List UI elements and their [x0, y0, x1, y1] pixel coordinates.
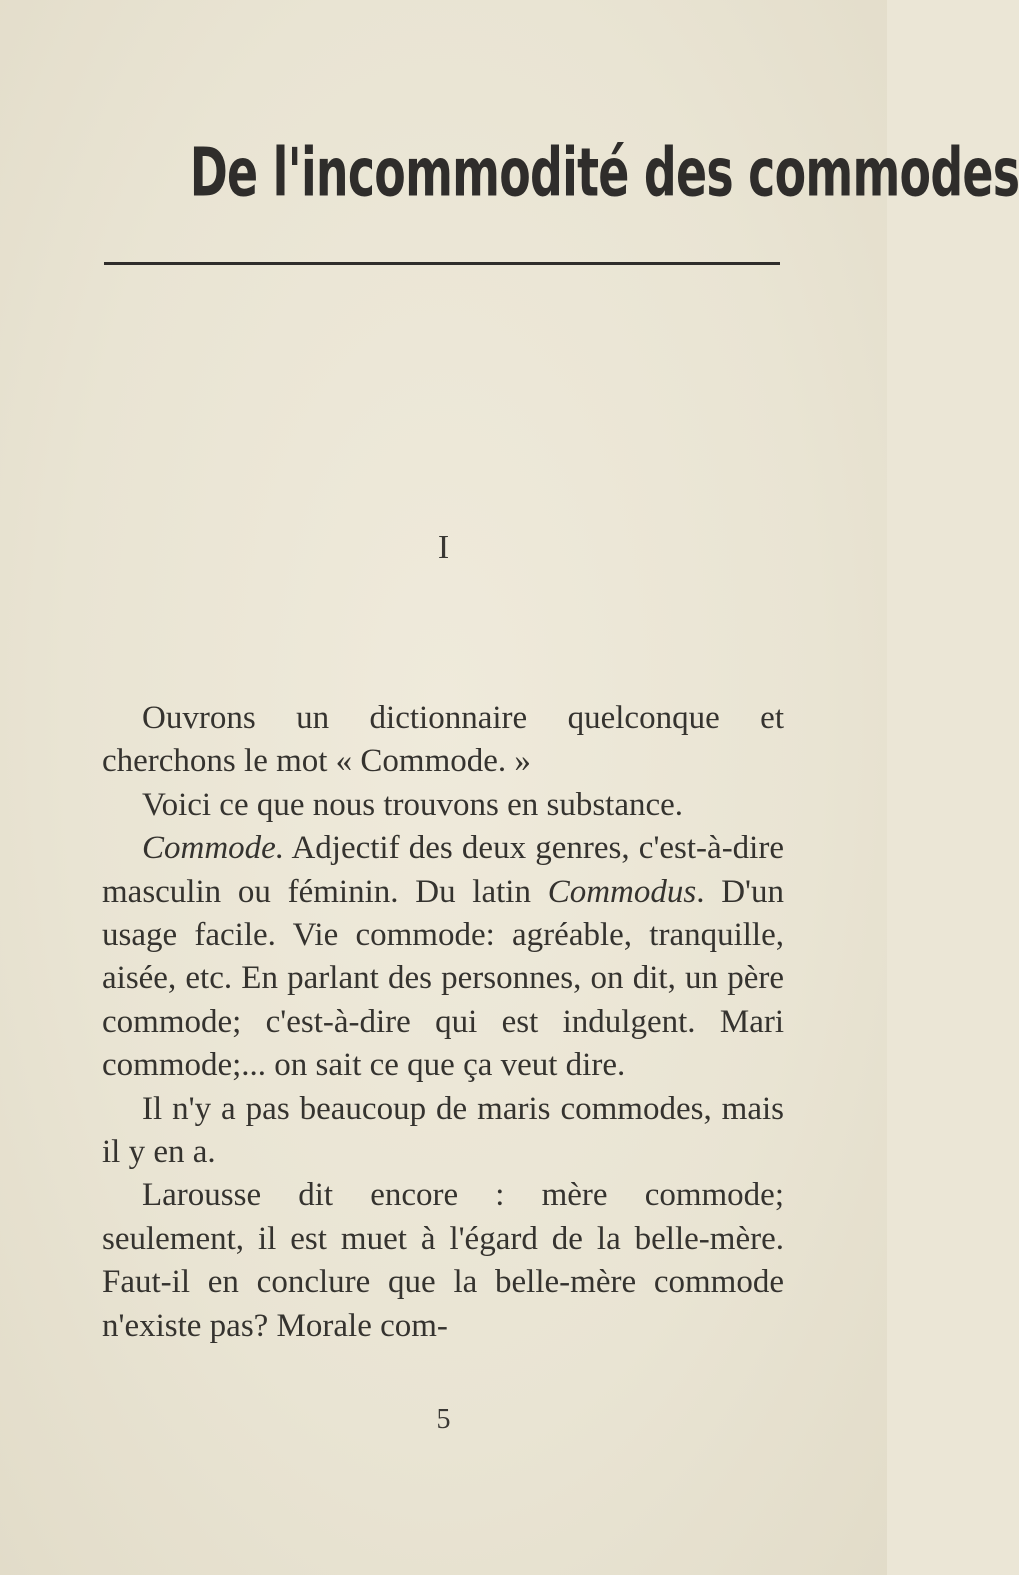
title-rule [104, 262, 780, 265]
italic-term: Commode. [142, 830, 285, 867]
page-number: 5 [436, 1404, 451, 1435]
paragraph-3-text-b: . D'un usage facile. Vie commode: agréable, tranquille, aisée, etc. En parlant des personnes, on dit, un père commode; c'est-à-dire qui est indulgent. Mari commode;... on sait ce que ça veut dire. [102, 873, 784, 1084]
paragraph-5: Larousse dit encore : mère commode; seulement, il est muet à l'égard de la belle-mère. Faut-il en conclure que la belle-mère commode n'existe pas? Morale com- [102, 1177, 784, 1344]
body-text [102, 697, 784, 1348]
paragraph-2: Voici ce que nous trouvons en substance. [142, 786, 684, 823]
paragraph-3-text-a: Adjectif des deux genres, c'est-à-dire masculin ou féminin. Du latin [102, 830, 784, 910]
chapter-title: De l'incommodité des commodes [189, 133, 1019, 212]
paragraph-4: Il n'y a pas beaucoup de maris commodes, mais il y en a. [102, 1090, 784, 1171]
paragraph-1: Ouvrons un dictionnaire quelconque et cherchons le mot « Commode. » [102, 700, 784, 780]
paragraph-3 [102, 827, 784, 1087]
section-number: I [437, 529, 450, 566]
latin-term: Commodus [547, 873, 697, 910]
